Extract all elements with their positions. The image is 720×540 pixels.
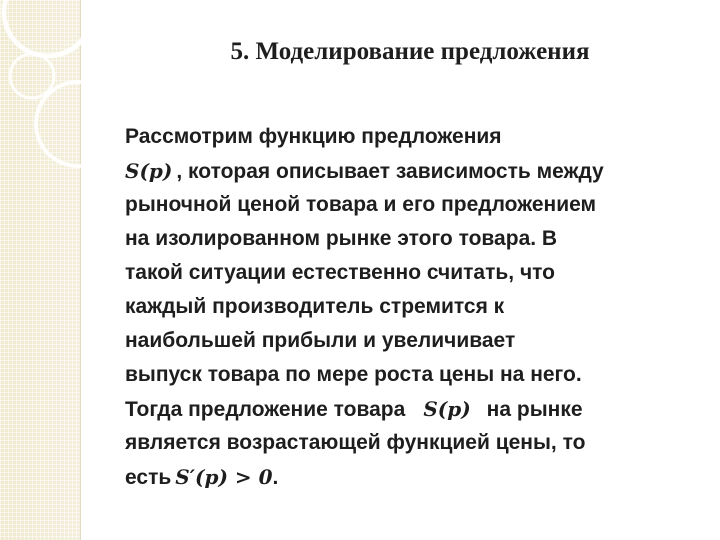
- formula-supply-function-2: S(p): [423, 397, 471, 421]
- body-line-3: рыночной ценой товара и его предложением: [125, 193, 597, 216]
- body-line-11: [125, 460, 700, 494]
- body-line-1: Рассмотрим функцию предложения: [125, 125, 502, 148]
- body-line-9-text-b: на рынке: [486, 398, 583, 421]
- body-line-9: [125, 392, 700, 426]
- body-line-10: является возрастающей функцией цены, то: [125, 431, 586, 454]
- body-line-6: каждый производитель стремится к: [125, 295, 505, 318]
- body-line-5: такой ситуации естественно считать, что: [125, 261, 555, 284]
- decorative-rings: [0, 0, 140, 540]
- body-line-9-text-a: Тогда предложение товара: [125, 398, 406, 421]
- body-line-8: выпуск товара по мере роста цены на него.: [125, 363, 582, 386]
- ring-medium: [36, 82, 120, 166]
- body-line-7: наибольшей прибыли и увеличивает: [125, 329, 516, 352]
- body-line-2-text: , которая описывает зависимость между: [176, 160, 604, 183]
- body-line-2: [125, 154, 700, 188]
- slide-title: 5. Моделирование предложения: [230, 38, 590, 65]
- formula-supply-function: S(p): [125, 159, 173, 183]
- formula-derivative-positive: S′(p) > 0: [175, 465, 273, 489]
- body-line-11-text: есть: [125, 466, 172, 489]
- body-line-4: на изолированном рынке этого товара. В: [125, 227, 558, 250]
- body-line-11-period: .: [272, 466, 279, 489]
- slide-body: [125, 120, 700, 494]
